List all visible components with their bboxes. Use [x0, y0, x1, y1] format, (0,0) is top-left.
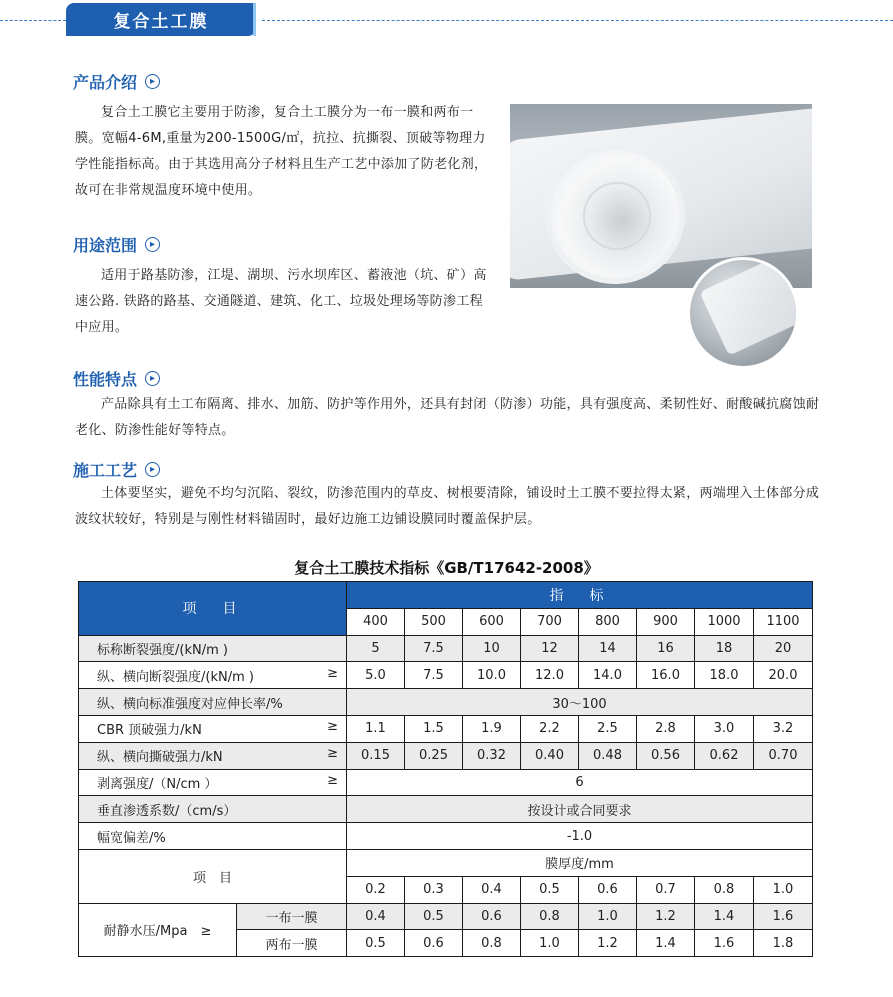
table-row	[79, 742, 813, 769]
row-label	[79, 742, 347, 769]
value-cell: 1.1	[347, 715, 405, 742]
row-label-text: 纵、横向撕破强力/kN	[97, 750, 223, 766]
spec-header-cell: 400	[347, 608, 405, 635]
value-cell: 14	[579, 635, 637, 662]
ge-sign: ≥	[327, 746, 338, 762]
value-cell: 0.70	[754, 742, 813, 769]
table-row	[79, 689, 813, 716]
merged-value: -1.0	[347, 823, 813, 850]
value-cell: 2.5	[579, 715, 637, 742]
value-cell: 3.0	[695, 715, 754, 742]
chevron-right-circle-icon: ▸	[145, 371, 160, 386]
table-row	[79, 635, 813, 662]
spec-table	[78, 581, 813, 957]
section-heading-construction: 施工工艺 ▸	[73, 458, 160, 481]
value-cell: 0.8	[521, 903, 579, 930]
header-rule-left	[0, 20, 66, 21]
water-pressure-row	[79, 903, 813, 930]
row-label-text: 幅宽偏差/%	[97, 830, 166, 846]
merged-value: 6	[347, 769, 813, 796]
value-cell: 1.9	[463, 715, 521, 742]
section-heading-intro: 产品介绍 ▸	[73, 70, 160, 93]
value-cell: 7.5	[405, 662, 463, 689]
value-cell: 1.8	[754, 930, 813, 957]
value-cell: 12.0	[521, 662, 579, 689]
value-cell: 1.2	[637, 903, 695, 930]
thickness-cell: 0.6	[579, 876, 637, 903]
value-cell: 5.0	[347, 662, 405, 689]
spec-header-cell: 600	[463, 608, 521, 635]
value-cell: 14.0	[579, 662, 637, 689]
thickness-header-row	[79, 849, 813, 876]
value-cell: 2.8	[637, 715, 695, 742]
chevron-right-circle-icon: ▸	[145, 462, 160, 477]
value-cell: 1.5	[405, 715, 463, 742]
value-cell: 0.15	[347, 742, 405, 769]
value-cell: 12	[521, 635, 579, 662]
value-cell: 0.5	[405, 903, 463, 930]
row-label	[79, 662, 347, 689]
value-cell: 2.2	[521, 715, 579, 742]
spec-header-cell: 500	[405, 608, 463, 635]
value-cell: 1.0	[521, 930, 579, 957]
row-label-text: 纵、横向断裂强度/(kN/m )	[97, 669, 254, 685]
value-cell: 18.0	[695, 662, 754, 689]
value-cell: 0.32	[463, 742, 521, 769]
membrane-type: 两布一膜	[237, 930, 347, 957]
merged-value: 按设计或合同要求	[347, 796, 813, 823]
thickness-cell: 0.8	[695, 876, 754, 903]
table-header-row	[79, 582, 813, 609]
table-row	[79, 769, 813, 796]
ge-sign: ≥	[327, 772, 338, 788]
value-cell: 1.4	[637, 930, 695, 957]
row-label	[79, 796, 347, 823]
table-row	[79, 662, 813, 689]
value-cell: 0.40	[521, 742, 579, 769]
table-row	[79, 796, 813, 823]
value-cell: 1.0	[579, 903, 637, 930]
merged-value: 30～100	[347, 689, 813, 716]
value-cell: 0.8	[463, 930, 521, 957]
spec-header-cell: 1000	[695, 608, 754, 635]
row-label-text: 标称断裂强度/(kN/m )	[97, 642, 228, 658]
row-label-text: CBR 顶破强力/kN	[97, 723, 202, 739]
thickness-cell: 0.4	[463, 876, 521, 903]
row-label	[79, 635, 347, 662]
value-cell: 0.48	[579, 742, 637, 769]
thickness-header: 膜厚度/mm	[347, 849, 813, 876]
row-label	[79, 689, 347, 716]
row-label-text: 剥离强度/（N/cm ）	[97, 776, 218, 792]
value-cell: 0.56	[637, 742, 695, 769]
thickness-cell: 0.7	[637, 876, 695, 903]
chevron-right-circle-icon: ▸	[145, 74, 160, 89]
value-cell: 20.0	[754, 662, 813, 689]
thickness-item-header: 项 目	[79, 849, 347, 903]
section-text-intro: 复合土工膜它主要用于防渗，复合土工膜分为一布一膜和两布一膜。宽幅4-6M,重量为200-1500G/㎡，抗拉、抗撕裂、顶破等物理力学性能指标高。由于其选用高分子材料且生产工艺中添加了防老化剂，故可在非常规温度环境中使用。	[75, 105, 488, 198]
value-cell: 1.6	[754, 903, 813, 930]
thickness-cell: 0.5	[521, 876, 579, 903]
table-row	[79, 715, 813, 742]
row-label	[79, 769, 347, 796]
value-cell: 0.25	[405, 742, 463, 769]
value-cell: 1.4	[695, 903, 754, 930]
row-label-text: 纵、横向标准强度对应伸长率/%	[97, 696, 283, 712]
value-cell: 0.62	[695, 742, 754, 769]
section-heading-features: 性能特点 ▸	[73, 367, 160, 390]
membrane-type: 一布一膜	[237, 903, 347, 930]
page-title: 复合土工膜	[66, 3, 256, 36]
value-cell: 3.2	[754, 715, 813, 742]
thickness-cell: 0.2	[347, 876, 405, 903]
value-cell: 1.6	[695, 930, 754, 957]
table-row	[79, 823, 813, 850]
value-cell: 0.4	[347, 903, 405, 930]
thickness-cell: 0.3	[405, 876, 463, 903]
header-rule-right	[262, 20, 893, 21]
value-cell: 7.5	[405, 635, 463, 662]
index-header: 指 标	[347, 582, 813, 609]
value-cell: 0.5	[347, 930, 405, 957]
thickness-cell: 1.0	[754, 876, 813, 903]
value-cell: 10	[463, 635, 521, 662]
ge-sign: ≥	[327, 665, 338, 681]
spec-header-cell: 1100	[754, 608, 813, 635]
table-title: 复合土工膜技术指标《GB/T17642-2008》	[294, 559, 599, 577]
value-cell: 16.0	[637, 662, 695, 689]
value-cell: 20	[754, 635, 813, 662]
row-label	[79, 823, 347, 850]
spec-header-cell: 900	[637, 608, 695, 635]
value-cell: 16	[637, 635, 695, 662]
value-cell: 18	[695, 635, 754, 662]
row-label-text: 垂直渗透系数/（cm/s）	[97, 803, 237, 819]
section-heading-usage: 用途范围 ▸	[73, 233, 160, 256]
value-cell: 0.6	[463, 903, 521, 930]
section-text-features: 产品除具有土工布隔离、排水、加筋、防护等作用外，还具有封闭（防渗）功能，具有强度高、柔韧性好、耐酸碱抗腐蚀耐老化、防渗性能好等特点。	[75, 397, 820, 438]
chevron-right-circle-icon: ▸	[145, 237, 160, 252]
value-cell: 1.2	[579, 930, 637, 957]
value-cell: 0.6	[405, 930, 463, 957]
geomembrane-closeup-photo	[687, 257, 799, 369]
value-cell: 5	[347, 635, 405, 662]
water-pressure-label: 耐静水压/Mpa ≥	[79, 903, 237, 957]
section-text-usage: 适用于路基防渗，江堤、湖坝、污水坝库区、蓄液池（坑、矿）高速公路. 铁路的路基、交通隧道、建筑、化工、垃圾处理场等防渗工程中应用。	[75, 268, 487, 335]
row-label	[79, 715, 347, 742]
value-cell: 10.0	[463, 662, 521, 689]
section-text-construction: 土体要坚实，避免不均匀沉陷、裂纹，防渗范围内的草皮、树根要清除，铺设时土工膜不要拉得太紧，两端埋入土体部分成波纹状较好，特别是与刚性材料锚固时，最好边施工边铺设膜同时覆盖保护层。	[75, 486, 820, 527]
spec-header-cell: 800	[579, 608, 637, 635]
ge-sign: ≥	[327, 719, 338, 735]
spec-header-cell: 700	[521, 608, 579, 635]
item-header: 项 目	[79, 582, 347, 636]
